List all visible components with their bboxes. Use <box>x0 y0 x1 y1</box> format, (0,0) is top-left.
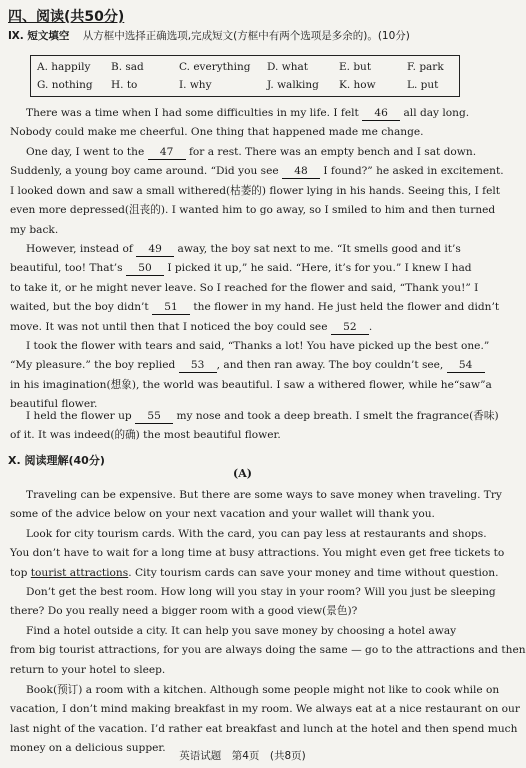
options-box <box>30 55 460 97</box>
option-i: I. why <box>179 79 212 91</box>
blank-54: 54 <box>447 358 485 373</box>
option-l: L. put <box>407 79 439 91</box>
part10-heading: Ⅹ. 阅读理解(40分) <box>8 454 105 467</box>
blank-47: 47 <box>148 145 186 160</box>
option-h: H. to <box>111 79 138 91</box>
reading-paragraph-5: Book(预订) a room with a kitchen. Although some people might not like to cook while on vacation, I don’t mind making breakfast in my room. We always eat at a nice restaurant on our last night of the vacation. I’d rather eat breakfast and lunch at the hotel and then spend much money on a delicious supper. <box>10 684 520 755</box>
passage-paragraph-5: I held the flower up 55 my nose and took a deep breath. I smelt the fragrance(香味) of it. It was indeed(的确) the most beautiful flower. <box>10 410 499 442</box>
option-c: C. everything <box>179 61 251 73</box>
option-k: K. how <box>339 79 376 91</box>
section-title <box>8 6 124 26</box>
blank-51: 51 <box>152 300 190 315</box>
option-e: E. but <box>339 61 372 73</box>
option-d: D. what <box>267 61 308 73</box>
passage-paragraph-1: There was a time when I had some difficulties in my life. I felt 46 all day long. Nobody could make me cheerful. One thing that happened made me change. <box>10 107 470 139</box>
part9-heading <box>8 28 478 43</box>
reading-paragraph-2: Look for city tourism cards. With the card, you can pay less at restaurants and shops. You don’t have to wait for a long time at busy attractions. You might even get free tickets to top tourist attractions. City tourism cards can save your money and time without question. <box>10 528 505 579</box>
reading-paragraph-4: Find a hotel outside a city. It can help you save money by choosing a hotel away from big tourist attractions, for you are always doing the same — go to the attractions and then return to your hotel to sleep. <box>10 625 526 676</box>
option-f: F. park <box>407 61 444 73</box>
option-b: B. sad <box>111 61 144 73</box>
part9-instruction: 从方框中选择正确选项,完成短文(方框中有两个选项是多余的)。(10分) <box>82 30 410 42</box>
reading-paragraph-1: Traveling can be expensive. But there are some ways to save money when traveling. Try some of the advice below on your next vacation and your wallet will thank you. <box>10 489 502 521</box>
blank-55: 55 <box>135 409 173 424</box>
passage-paragraph-2: One day, I went to the 47 for a rest. There was an empty bench and I sat down. Suddenly, a young boy came around. “Did you see 48 I found?” he asked in excitement. I looked down and saw a small withered(枯萎的) flower lying in his hands. Seeing this, I felt even more depressed(沮丧的). I wanted him to go away, so I smiled to him and then turned my back. <box>10 146 504 236</box>
blank-53: 53 <box>179 358 217 373</box>
blank-46: 46 <box>362 106 400 121</box>
part9-label: Ⅸ. 短文填空 <box>8 30 70 42</box>
passage-paragraph-4: I took the flower with tears and said, “Thanks a lot! You have picked up the best one.” “My pleasure.” the boy replied 53 , and then ran away. The boy couldn’t see, 54 in his imagination(想象), the world was beautiful. I saw a withered flower, while he“saw”a beautiful flower. <box>10 340 492 411</box>
page-footer: 英语试题 第4页 (共8页) <box>179 750 306 762</box>
option-a: A. happily <box>37 61 91 73</box>
section-title-text: 四、阅读(共50分) <box>8 9 125 25</box>
option-j: J. walking <box>267 79 319 91</box>
reading-a-title: (A) <box>233 467 252 480</box>
option-g: G. nothing <box>37 79 93 91</box>
blank-52: 52 <box>331 320 369 335</box>
underlined-phrase: tourist attractions <box>30 566 129 579</box>
passage-paragraph-3: However, instead of 49 away, the boy sat next to me. “It smells good and it’s beautiful, too! That’s 50 I picked it up,” he said. “Here, it’s for you.” I knew I had to take it, or he might never leave. So I reached for the flower and said, “Thank you!” I waited, but the boy didn’t 51 the flower in my hand. He just held the flower and didn’t move. It was not until then that I noticed the boy could see 52 . <box>10 243 500 333</box>
blank-50: 50 <box>126 261 164 276</box>
blank-48: 48 <box>282 164 320 179</box>
blank-49: 49 <box>136 242 174 257</box>
reading-paragraph-3: Don’t get the best room. How long will you stay in your room? Will you just be sleeping there? Do you really need a bigger room with a good view(景色)? <box>10 586 496 618</box>
